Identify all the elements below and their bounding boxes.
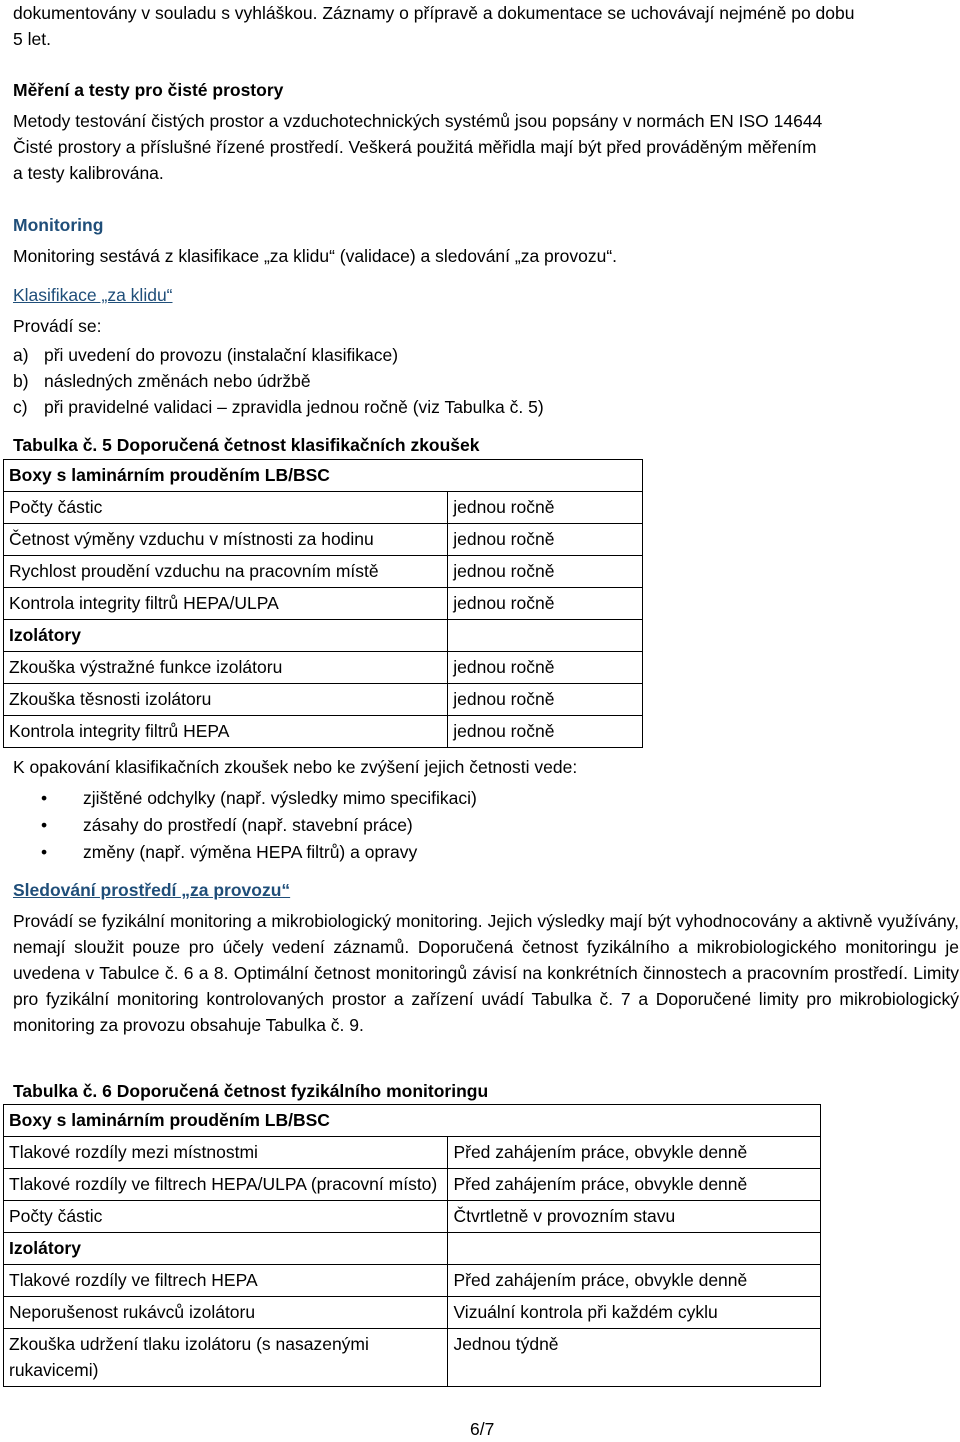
section-heading-monitoring: Monitoring — [13, 215, 104, 235]
table5-caption: Tabulka č. 5 Doporučená četnost klasifikačních zkoušek — [13, 435, 480, 455]
repeat-intro: K opakování klasifikačních zkoušek nebo ke zvýšení jejich četnosti vede: — [13, 757, 578, 777]
table-cell: Zkouška těsnosti izolátoru — [4, 684, 448, 716]
list-item — [13, 342, 544, 368]
table-cell: jednou ročně — [448, 684, 643, 716]
section-heading-operation: Sledování prostředí „za provozu“ — [13, 880, 291, 900]
table-row — [4, 1329, 821, 1387]
section-heading-tests: Měření a testy pro čisté prostory — [13, 80, 284, 100]
table-cell: Zkouška udržení tlaku izolátoru (s nasazenými rukavicemi) — [4, 1329, 448, 1387]
list-marker: c) — [13, 397, 28, 417]
list-item-text: následných změnách nebo údržbě — [44, 371, 311, 391]
table6-caption: Tabulka č. 6 Doporučená četnost fyzikálního monitoringu — [13, 1081, 489, 1101]
list-item — [13, 812, 477, 839]
table-row — [4, 492, 643, 524]
list-marker: a) — [13, 345, 29, 365]
list-item-text: zásahy do prostředí (např. stavební práce) — [83, 815, 413, 835]
table-cell: Izolátory — [4, 1233, 448, 1265]
bullet-marker: • — [41, 788, 48, 808]
table-cell: Tlakové rozdíly ve filtrech HEPA/ULPA (pracovní místo) — [4, 1169, 448, 1201]
list-item — [13, 839, 477, 866]
table-row — [4, 620, 643, 652]
list-item — [13, 785, 477, 812]
table-cell: Neporušenost rukávců izolátoru — [4, 1297, 448, 1329]
table-row — [4, 1169, 821, 1201]
table-cell: jednou ročně — [448, 652, 643, 684]
subheading-classification: Klasifikace „za klidu“ — [13, 285, 173, 305]
table-row — [4, 1233, 821, 1265]
table-cell: Počty částic — [4, 492, 448, 524]
table-cell: jednou ročně — [448, 556, 643, 588]
intro-line: 5 let. — [13, 29, 51, 49]
table-row — [4, 716, 643, 748]
table-cell: Vizuální kontrola při každém cyklu — [448, 1297, 821, 1329]
table-cell: jednou ročně — [448, 716, 643, 748]
table-caption — [13, 1078, 488, 1104]
table-cell: Izolátory — [4, 620, 448, 652]
list-item-text: změny (např. výměna HEPA filtrů) a opravy — [83, 842, 418, 862]
table-cell: Kontrola integrity filtrů HEPA/ULPA — [4, 588, 448, 620]
classification-occasions-list — [13, 342, 544, 420]
operation-paragraph: Provádí se fyzikální monitoring a mikrobiologický monitoring. Jejich výsledky mají být vyhodnocovány a aktivně využívány, nemají sloužit pouze pro účely vedení záznamů. Doporučená četnost fyzikálního a mikrobiologického monitoringu je uvedena v Tabulce č. 6 a 8. Optimální četnost monitoringů závisí na konkrétních činnostech a pracovním prostředí. Limity pro fyzikální monitoring kontrolovaných prostor a zařízení uvádí Tabulka č. 7 a Doporučené limity pro mikrobiologický monitoring za provozu obsahuje Tabulka č. 9. — [13, 911, 959, 1035]
table-row — [4, 1201, 821, 1233]
list-item-text: zjištěné odchylky (např. výsledky mimo specifikaci) — [83, 788, 477, 808]
list-item-text: při uvedení do provozu (instalační klasifikace) — [44, 345, 399, 365]
table-5 — [3, 459, 643, 748]
monitoring-intro: Monitoring sestává z klasifikace „za klidu“ (validace) a sledování „za provozu“. — [13, 246, 618, 266]
repeat-triggers-list — [13, 785, 477, 866]
list-item-text: při pravidelné validaci – zpravidla jednou ročně (viz Tabulka č. 5) — [44, 397, 544, 417]
table-cell: Boxy s laminárním prouděním LB/BSC — [4, 460, 643, 492]
table-cell — [448, 1233, 821, 1265]
table-cell: Před zahájením práce, obvykle denně — [448, 1137, 821, 1169]
paragraph-line: Čisté prostory a příslušné řízené prostředí. Veškerá použitá měřidla mají být před prováděným měřením — [13, 137, 817, 157]
table-caption — [13, 432, 480, 458]
table-row — [4, 1297, 821, 1329]
table-row — [4, 1105, 821, 1137]
table-cell: Počty částic — [4, 1201, 448, 1233]
table-cell: Kontrola integrity filtrů HEPA — [4, 716, 448, 748]
intro-line: dokumentovány v souladu s vyhláškou. Záznamy o přípravě a dokumentace se uchovávají nejméně po dobu — [13, 3, 855, 23]
bullet-marker: • — [41, 842, 48, 862]
table-6 — [3, 1104, 821, 1387]
table-cell: jednou ročně — [448, 588, 643, 620]
table-cell: Čtvrtletně v provozním stavu — [448, 1201, 821, 1233]
table-cell: Před zahájením práce, obvykle denně — [448, 1265, 821, 1297]
list-item — [13, 394, 544, 420]
table-row — [4, 1265, 821, 1297]
table-row — [4, 652, 643, 684]
table-row — [4, 556, 643, 588]
table-row — [4, 1137, 821, 1169]
table-row — [4, 684, 643, 716]
page-number: 6/7 — [470, 1419, 495, 1439]
table-cell: Tlakové rozdíly mezi místnostmi — [4, 1137, 448, 1169]
table-cell: Před zahájením práce, obvykle denně — [448, 1169, 821, 1201]
table-cell: Zkouška výstražné funkce izolátoru — [4, 652, 448, 684]
bullet-marker: • — [41, 815, 48, 835]
performed-label: Provádí se: — [13, 316, 102, 336]
table-row — [4, 588, 643, 620]
paragraph-line: a testy kalibrována. — [13, 163, 164, 183]
table-cell — [448, 620, 643, 652]
table-cell: Boxy s laminárním prouděním LB/BSC — [4, 1105, 821, 1137]
table-row — [4, 524, 643, 556]
paragraph-line: Metody testování čistých prostor a vzduchotechnických systémů jsou popsány v normách EN ISO 14644 — [13, 111, 823, 131]
table-cell: Tlakové rozdíly ve filtrech HEPA — [4, 1265, 448, 1297]
table-row — [4, 460, 643, 492]
table-cell: jednou ročně — [448, 524, 643, 556]
list-marker: b) — [13, 371, 29, 391]
table-cell: Jednou týdně — [448, 1329, 821, 1387]
table-cell: Rychlost proudění vzduchu na pracovním místě — [4, 556, 448, 588]
list-item — [13, 368, 544, 394]
table-cell: Četnost výměny vzduchu v místnosti za hodinu — [4, 524, 448, 556]
table-cell: jednou ročně — [448, 492, 643, 524]
